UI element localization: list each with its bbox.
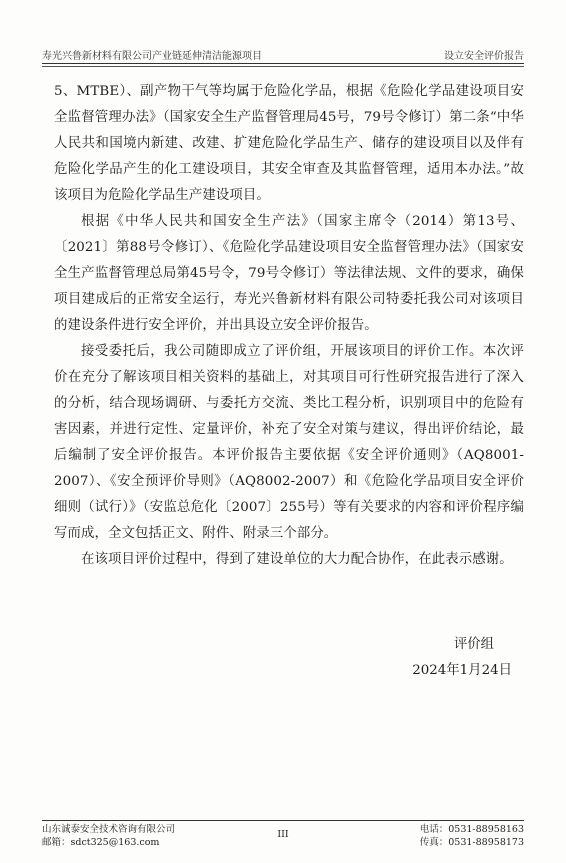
paragraph-4: 在该项目评价过程中，得到了建设单位的大力配合协作，在此表示感谢。 <box>81 552 513 567</box>
page-number: III <box>277 829 289 840</box>
footer-phone: 电话：0531-88958163 <box>419 824 524 835</box>
footer-company-name: 山东诚泰安全技术咨询有限公司 <box>42 824 176 835</box>
footer-email: 邮箱：sdct325@163.com <box>42 837 160 848</box>
signature-org: 评价组 <box>453 637 494 652</box>
paragraph-2: 根据《中华人民共和国安全生产法》（国家主席令（2014）第13号、〔2021〕第88号令修订）、《危险化学品建设项目安全监督管理办法》（国家安全生产监督管理总局第45号令，79号令修订）等法律法规、文件的要求，确保项目建成后的正常安全运行，寿光兴鲁新材料有限公司特委托我公司对该项目的建设条件进行安全评价，并出具设立安全评价报告。 <box>54 214 524 333</box>
main-body <box>54 79 524 573</box>
footer-fax: 传真：0531-88958173 <box>419 837 524 848</box>
header-divider-thin <box>42 66 524 67</box>
header-report-type: 设立安全评价报告 <box>444 51 524 62</box>
paragraph-3: 接受委托后，我公司随即成立了评价组，开展该项目的评价工作。本次评价在充分了解该项目相关资料的基础上，对其项目可行性研究报告进行了深入的分析，结合现场调研、与委托方交流、类比工程分析，识别项目中的危险有害因素，并进行定性、定量评价，补充了安全对策与建议，得出评价结论，最后编制了安全评价报告。本评价报告主要依据《安全评价通则》（AQ8001-2007）、《安全预评价导则》（AQ8002-2007）和《危险化学品项目安全评价细则（试行）》（安监总危化〔2007〕255号）等有关要求的内容和评价程序编写而成，全文包括正文、附件、附录三个部分。 <box>54 344 524 541</box>
header-project-title: 寿光兴鲁新材料有限公司产业链延伸清洁能源项目 <box>42 51 262 62</box>
signature-date: 2024年1月24日 <box>412 663 512 678</box>
footer-contact-info <box>420 823 524 849</box>
signature-block <box>412 632 512 684</box>
paragraph-1: 5、MTBE）、副产物干气等均属于危险化学品，根据《危险化学品建设项目安全监督管理办法》（国家安全生产监督管理局45号，79号令修订）第二条“中华人民共和国境内新建、改建、扩建危险化学品生产、储存的建设项目以及伴有危险化学品产生的化工建设项目，其安全审查及其监督管理，适用本办法。”故该项目为危险化学品生产建设项目。 <box>54 84 524 203</box>
page-header <box>42 44 524 62</box>
header-divider <box>42 63 524 64</box>
footer-divider <box>42 820 524 821</box>
